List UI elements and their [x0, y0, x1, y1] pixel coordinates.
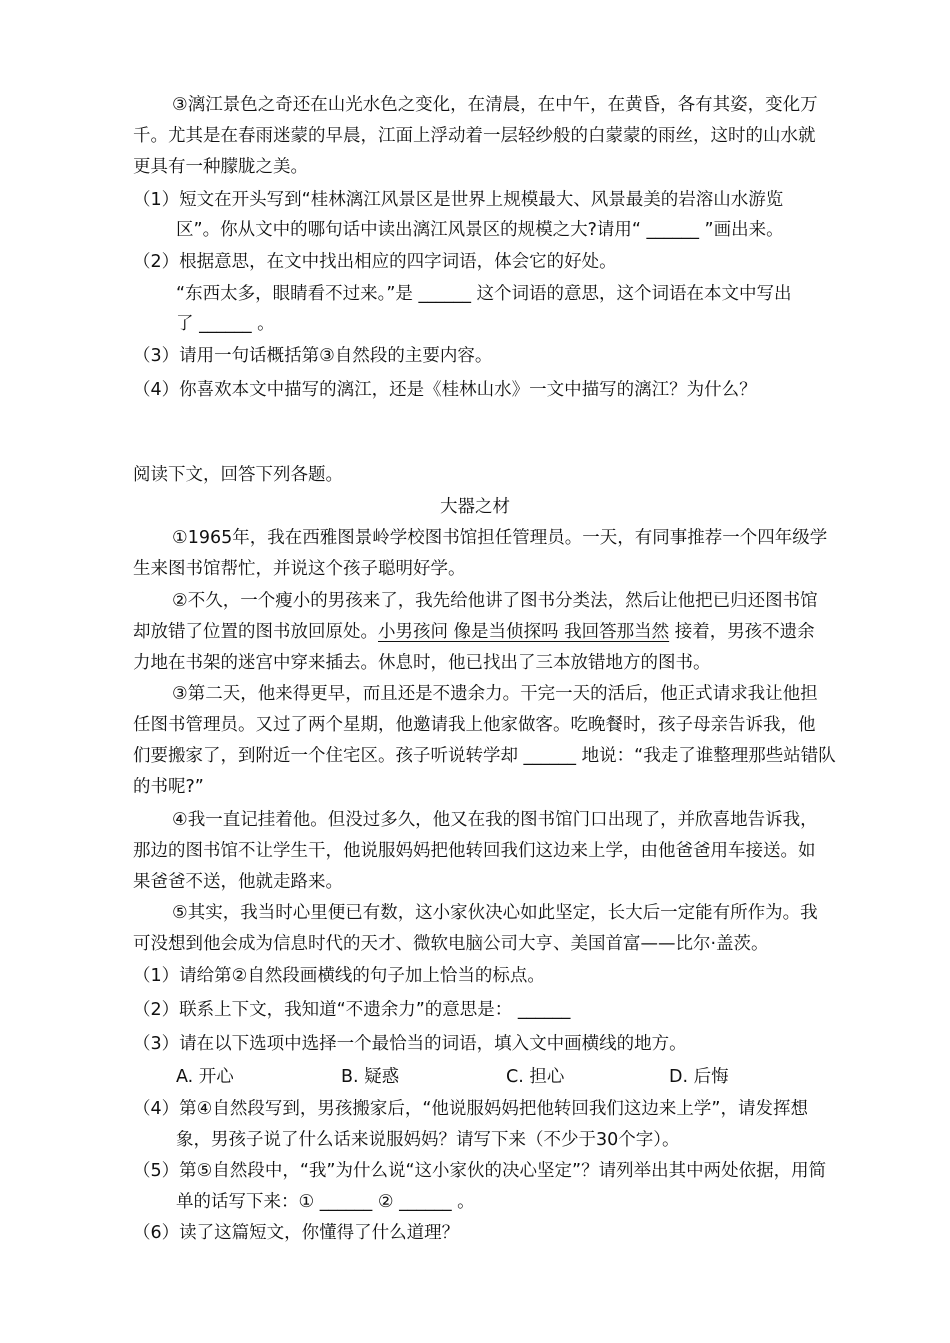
question-3: （3）请用一句话概括第③自然段的主要内容。 — [133, 346, 493, 366]
article-paragraph-3-line-1: ③第二天，他来得更早，而且还是不遗余力。干完一天的活后，他正式请求我让他担 — [172, 684, 818, 704]
article-question-4-line-2: 象，男孩子说了什么话来说服妈妈？请写下来（不少于30个字）。 — [176, 1130, 680, 1150]
article-question-6: （6）读了这篇短文，你懂得了什么道理？ — [133, 1223, 460, 1243]
article-paragraph-2-line-1: ②不久，一个瘦小的男孩来了，我先给他讲了图书分类法，然后让他把已归还图书馆 — [172, 591, 818, 611]
option-b: B. 疑惑 — [341, 1067, 400, 1087]
article-question-4-line-1: （4）第④自然段写到，男孩搬家后，“他说服妈妈把他转回我们这边来上学”，请发挥想 — [133, 1099, 808, 1119]
question-2-line-2: “东西太多，眼睛看不过来。”是 ______ 这个词语的意思，这个词语在本文中写出 — [176, 284, 792, 304]
article-question-5-line-2: 单的话写下来：① ______ ② ______ 。 — [176, 1192, 475, 1212]
article-question-5-line-1: （5）第⑤自然段中，“我”为什么说“这小家伙的决心坚定”？请列举出其中两处依据，用简 — [133, 1161, 827, 1181]
option-c: C. 担心 — [506, 1067, 565, 1087]
article-paragraph-1-line-1: ①1965年，我在西雅图景岭学校图书馆担任管理员。一天，有同事推荐一个四年级学 — [172, 528, 828, 548]
question-2-line-1: （2）根据意思，在文中找出相应的四字词语，体会它的好处。 — [133, 252, 617, 272]
article-paragraph-1-line-2: 生来图书馆帮忙，并说这个孩子聪明好学。 — [133, 559, 466, 579]
article-paragraph-2-line-2-pre: 却放错了位置的图书放回原处。 — [133, 622, 378, 642]
article-paragraph-2-line-2 — [133, 618, 815, 646]
article-paragraph-4-line-2: 那边的图书馆不让学生干，他说服妈妈把他转回我们这边来上学，由他爸爸用车接送。如 — [133, 841, 816, 861]
article-paragraph-3-line-3: 们要搬家了，到附近一个住宅区。孩子听说转学却 ______ 地说：“我走了谁整理那些站错队 — [133, 746, 836, 766]
option-d: D. 后悔 — [669, 1067, 729, 1087]
question-2-line-3: 了 ______ 。 — [176, 314, 275, 334]
question-4: （4）你喜欢本文中描写的漓江，还是《桂林山水》一文中描写的漓江？为什么？ — [133, 380, 757, 400]
article-title: 大器之材 — [440, 497, 510, 517]
article-question-3: （3）请在以下选项中选择一个最恰当的词语，填入文中画横线的地方。 — [133, 1034, 687, 1054]
article-paragraph-3-line-2: 任图书管理员。又过了两个星期，他邀请我上他家做客。吃晚餐时，孩子母亲告诉我，他 — [133, 715, 816, 735]
question-1-line-2: 区”。你从文中的哪句话中读出漓江风景区的规模之大?请用“ ______ ”画出来。 — [176, 220, 784, 240]
article-paragraph-4-line-1: ④我一直记挂着他。但没过多久，他又在我的图书馆门口出现了，并欣喜地告诉我， — [172, 810, 818, 830]
underlined-sentence: 小男孩问 像是当侦探吗 我回答那当然 — [378, 622, 670, 642]
article-paragraph-4-line-3: 果爸爸不送，他就走路来。 — [133, 872, 343, 892]
reading-instruction: 阅读下文，回答下列各题。 — [133, 465, 343, 485]
article-paragraph-2-line-2-post: 接着，男孩不遗余 — [669, 622, 815, 642]
article-question-2: （2）联系上下文，我知道“不遗余力”的意思是： ______ — [133, 1000, 571, 1020]
question-1-line-1: （1）短文在开头写到“桂林漓江风景区是世界上规模最大、风景最美的岩溶山水游览 — [133, 190, 784, 210]
paragraph-3-line-1: ③漓江景色之奇还在山光水色之变化，在清晨，在中午，在黄昏，各有其姿，变化万 — [172, 95, 818, 115]
article-paragraph-5-line-1: ⑤其实，我当时心里便已有数，这小家伙决心如此坚定，长大后一定能有所作为。我 — [172, 903, 818, 923]
article-paragraph-5-line-2: 可没想到他会成为信息时代的天才、微软电脑公司大亨、美国首富——比尔·盖茨。 — [133, 934, 769, 954]
paragraph-3-line-2: 千。尤其是在春雨迷蒙的早晨，江面上浮动着一层轻纱般的白蒙蒙的雨丝，这时的山水就 — [133, 126, 816, 146]
option-a: A. 开心 — [176, 1067, 234, 1087]
paragraph-3-line-3: 更具有一种朦胧之美。 — [133, 157, 308, 177]
article-question-1: （1）请给第②自然段画横线的句子加上恰当的标点。 — [133, 966, 545, 986]
article-paragraph-3-line-4: 的书呢?” — [133, 777, 204, 797]
article-paragraph-2-line-3: 力地在书架的迷宫中穿来插去。休息时，他已找出了三本放错地方的图书。 — [133, 653, 711, 673]
